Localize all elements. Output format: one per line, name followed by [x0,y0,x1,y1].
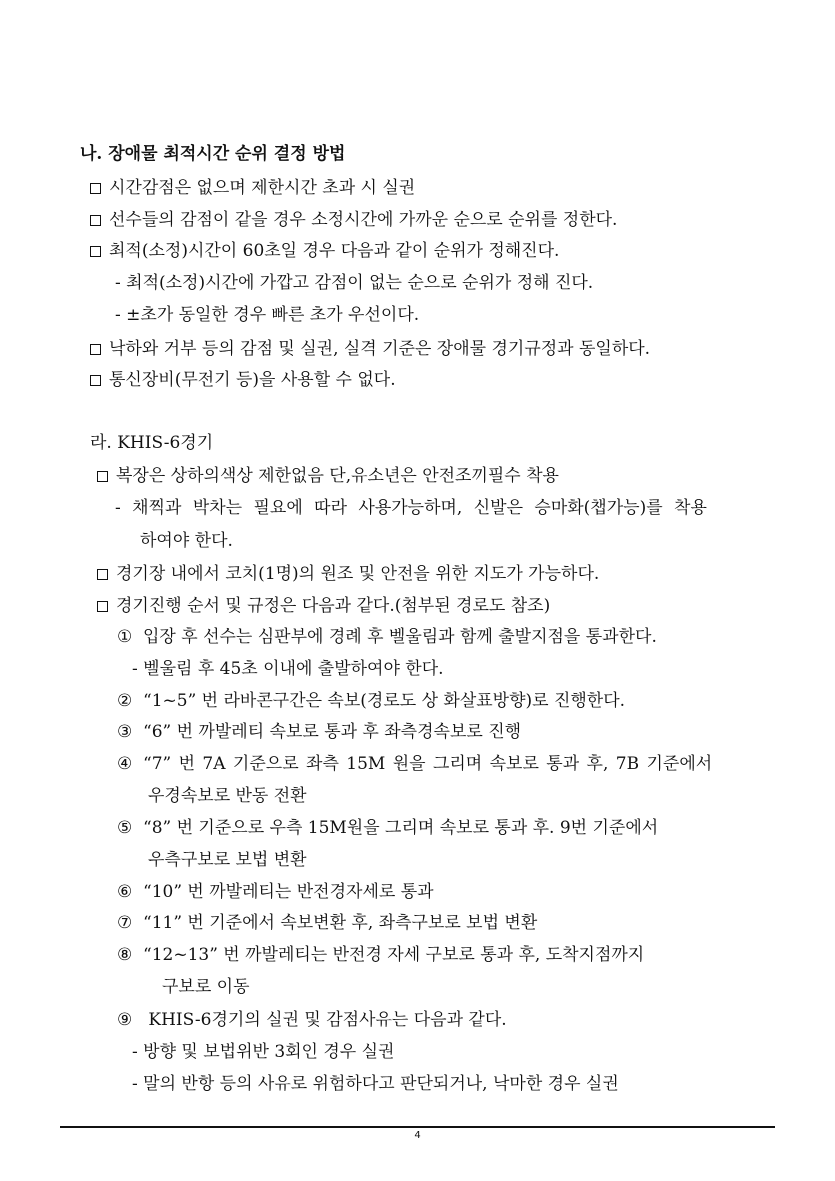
step-item: ⑥ “10” 번 까발레티는 반전경자세로 통과 [117,882,434,902]
step-item: ⑨ KHIS-6경기의 실권 및 감점사유는 다음과 같다. [117,1010,507,1030]
checklist-item: 경기장 내에서 코치(1명)의 원조 및 안전을 위한 지도가 가능하다. [97,563,599,585]
footer-divider [60,1126,775,1128]
sub-item-continuation: 하여야 한다. [140,531,233,551]
checklist-item: 시간감점은 없으며 제한시간 초과 시 실권 [90,177,415,199]
checkbox-square-icon [90,246,101,257]
step-number: ② [117,691,133,711]
checkbox-square-icon [97,471,108,482]
step-number: ④ [117,754,133,774]
step-item: ④ “7” 번 7A 기준으로 좌측 15M 원을 그리며 속보로 통과 후, 7B 기준에서 [117,754,713,774]
sub-item: - 채찍과 박차는 필요에 따라 사용가능하며, 신발은 승마화(챕가능)를 착용 [115,498,707,518]
checklist-item: 최적(소정)시간이 60초일 경우 다음과 같이 순위가 정해진다. [90,240,559,262]
checkbox-square-icon [97,601,108,612]
step-subitem: - 말의 반항 등의 사유로 위험하다고 판단되거나, 낙마한 경우 실권 [132,1074,619,1094]
step-continuation: 우경속보로 반동 전환 [148,786,307,806]
checkbox-square-icon [90,375,101,386]
step-number: ③ [117,722,133,742]
step-item: ③ “6” 번 까발레티 속보로 통과 후 좌측경속보로 진행 [117,722,522,742]
checkbox-square-icon [90,215,101,226]
checklist-item: 경기진행 순서 및 규정은 다음과 같다.(첨부된 경로도 참조) [97,595,550,617]
page-number: 4 [414,1130,421,1141]
checkbox-square-icon [90,344,101,355]
step-continuation: 구보로 이동 [162,977,250,997]
step-item: ① 입장 후 선수는 심판부에 경례 후 벨울림과 함께 출발지점을 통과한다. [117,627,657,647]
step-number: ⑨ [117,1010,133,1030]
sub-item: - ±초가 동일한 경우 빠른 초가 우선이다. [115,305,420,325]
checkbox-square-icon [97,569,108,580]
step-number: ① [117,627,133,647]
step-subitem: - 방향 및 보법위반 3회인 경우 실권 [132,1042,395,1062]
step-item: ⑧ “12~13” 번 까발레티는 반전경 자세 구보로 통과 후, 도착지점까지 [117,945,645,965]
checklist-item: 통신장비(무전기 등)을 사용할 수 없다. [90,369,396,391]
checklist-item: 선수들의 감점이 같을 경우 소정시간에 가까운 순으로 순위를 정한다. [90,209,617,231]
step-subitem: - 벨울림 후 45초 이내에 출발하여야 한다. [132,659,444,679]
step-number: ⑧ [117,945,133,965]
sub-item: - 최적(소정)시간에 가깝고 감점이 없는 순으로 순위가 정해 진다. [115,273,594,293]
step-number: ⑥ [117,882,133,902]
step-item: ⑦ “11” 번 기준에서 속보변환 후, 좌측구보로 보법 변환 [117,913,538,933]
step-continuation: 우측구보로 보법 변환 [148,850,307,870]
step-number: ⑤ [117,818,133,838]
checklist-item: 복장은 상하의색상 제한없음 단,유소년은 안전조끼필수 착용 [97,465,559,487]
step-number: ⑦ [117,913,133,933]
step-item: ② “1~5” 번 라바콘구간은 속보(경로도 상 화살표방향)로 진행한다. [117,691,626,711]
section-na-title: 나. 장애물 최적시간 순위 결정 방법 [80,144,346,164]
step-item: ⑤ “8” 번 기준으로 우측 15M원을 그리며 속보로 통과 후. 9번 기준에서 [117,818,659,838]
section-ra-title: 라. KHIS-6경기 [90,433,214,453]
checkbox-square-icon [90,183,101,194]
checklist-item: 낙하와 거부 등의 감점 및 실권, 실격 기준은 장애물 경기규정과 동일하다. [90,338,650,360]
